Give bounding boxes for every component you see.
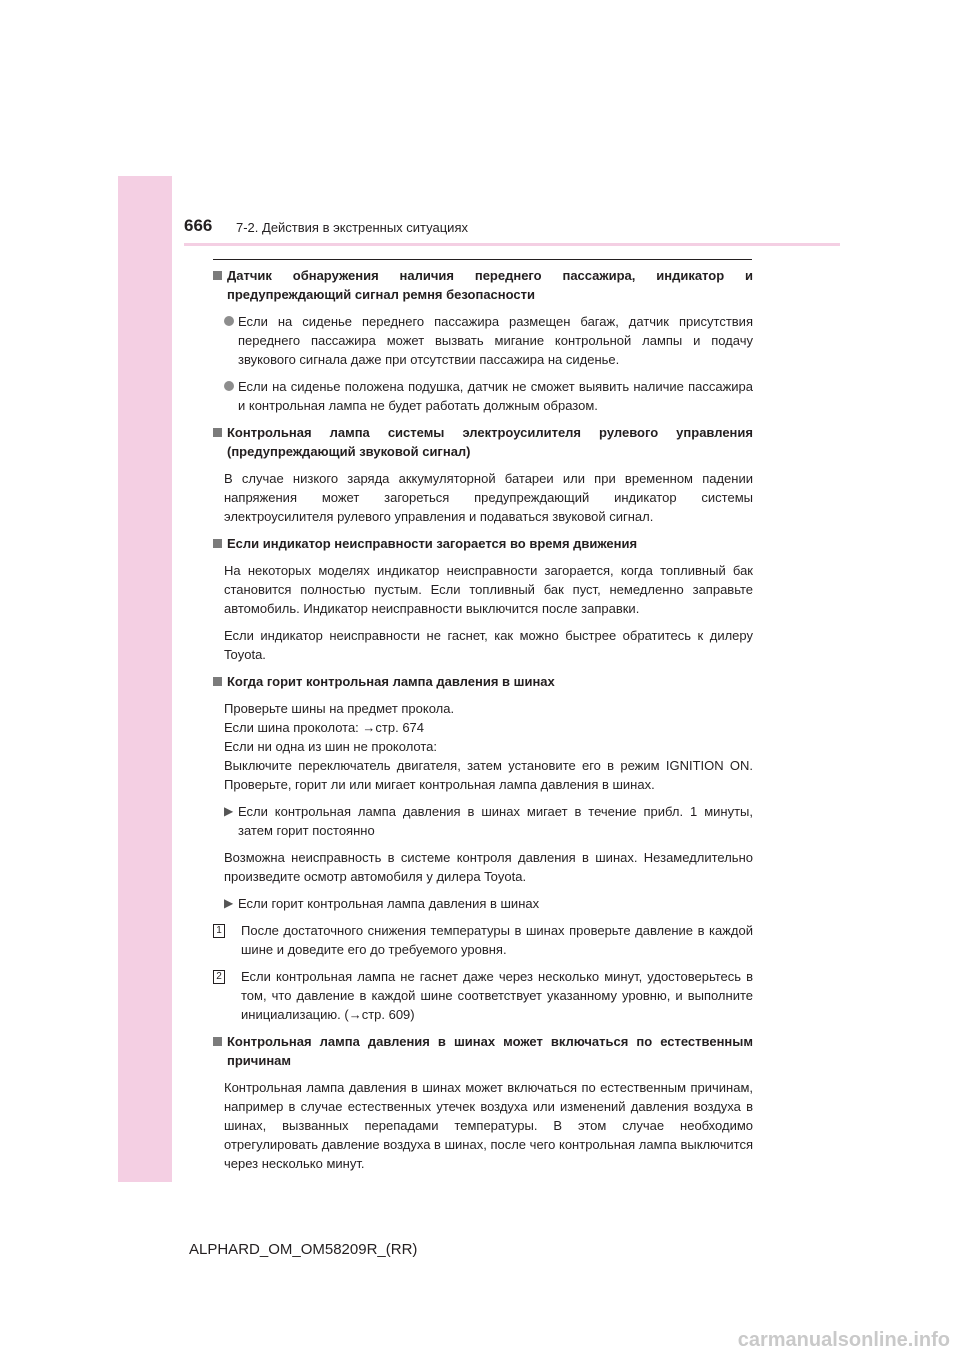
side-tab-band <box>118 176 172 1182</box>
page-number: 666 <box>184 216 213 235</box>
paragraph: Если индикатор неисправности не гаснет, как можно быстрее обратитесь к дилеру Toyota. <box>224 628 753 662</box>
step-number-badge: 1 <box>213 924 225 938</box>
section-heading: Контрольная лампа системы электроусилителя рулевого управления (предупреждающий звуковой сигнал) <box>211 423 753 461</box>
square-bullet-icon <box>213 271 222 280</box>
numbered-step: 1 После достаточного снижения температуры в шинах проверьте давление в каждой шине и доведите его до требуемого уровня. <box>211 921 753 959</box>
numbered-step: 2 Если контрольная лампа не гаснет даже через несколько минут, удостоверьтесь в том, что давление в каждой шине соответствует указанному уровню, и выполните инициализацию. (→стр. 609) <box>211 967 753 1024</box>
square-bullet-icon <box>213 1037 222 1046</box>
paragraph: Контрольная лампа давления в шинах может включаться по естественным причинам, например в случае естественных утечек воздуха или изменений давления воздуха в шинах, вызванных перепадами температуры. В этом случае необходимо отрегулировать давление воздуха в шинах, после чего контрольная лампа выключится через несколько минут. <box>224 1080 753 1171</box>
circle-bullet-icon <box>224 316 234 326</box>
paragraph: В случае низкого заряда аккумуляторной батареи или при временном падении напряжения может загореться предупреждающий индикатор системы электроусилителя рулевого управления и подаваться звуковой сигнал. <box>224 471 753 524</box>
step-number-badge: 2 <box>213 970 225 984</box>
text-line: Если ни одна из шин не проколота: <box>224 739 438 754</box>
document-code: ALPHARD_OM_OM58209R_(RR) <box>189 1241 418 1258</box>
list-item: ▶ Если контрольная лампа давления в шинах мигает в течение прибл. 1 минуты, затем горит постоянно <box>224 804 753 838</box>
triangle-right-icon: ▶ <box>224 804 234 818</box>
section-divider <box>213 259 752 260</box>
circle-bullet-icon <box>224 381 234 391</box>
square-bullet-icon <box>213 428 222 437</box>
section-heading: Контрольная лампа давления в шинах может включаться по естественным причинам <box>211 1032 753 1070</box>
section-heading: Если индикатор неисправности загорается во время движения <box>211 534 753 553</box>
watermark: carmanualsonline.info <box>737 1329 950 1351</box>
section-heading: Датчик обнаружения наличия переднего пассажира, индикатор и предупреждающий сигнал ремня безопасности <box>211 266 753 304</box>
list-item: ▶ Если горит контрольная лампа давления в шинах <box>224 896 540 911</box>
square-bullet-icon <box>213 677 222 686</box>
paragraph: На некоторых моделях индикатор неисправности загорается, когда топливный бак становится полностью пустым. Если топливный бак пуст, немедленно заправьте автомобиль. Индикатор неисправности выключится после заправки. <box>224 563 753 616</box>
list-item: Если на сиденье переднего пассажира размещен багаж, датчик присутствия переднего пассажира может вызвать мигание контрольной лампы и подачу звукового сигнала даже при отсутствии пассажира на сиденье. <box>224 312 753 369</box>
section-heading: Когда горит контрольная лампа давления в шинах <box>211 672 753 691</box>
paragraph: Возможна неисправность в системе контроля давления в шинах. Незамедлительно произведите осмотр автомобиля у дилера Toyota. <box>224 850 753 884</box>
triangle-right-icon: ▶ <box>224 896 234 910</box>
page-content <box>211 266 753 1181</box>
text-line: Проверьте шины на предмет прокола. <box>224 701 455 716</box>
header-rule <box>184 243 840 246</box>
chapter-title: 7-2. Действия в экстренных ситуациях <box>236 220 468 235</box>
page-reference-link[interactable]: Если шина проколота: →стр. 674 <box>224 720 425 735</box>
square-bullet-icon <box>213 539 222 548</box>
list-item: Если на сиденье положена подушка, датчик не сможет выявить наличие пассажира и контрольная лампа не будет работать должным образом. <box>224 377 753 415</box>
paragraph: Выключите переключатель двигателя, затем установите его в режим IGNITION ON. Проверьте, горит ли или мигает контрольная лампа давления в шинах. <box>224 758 753 792</box>
